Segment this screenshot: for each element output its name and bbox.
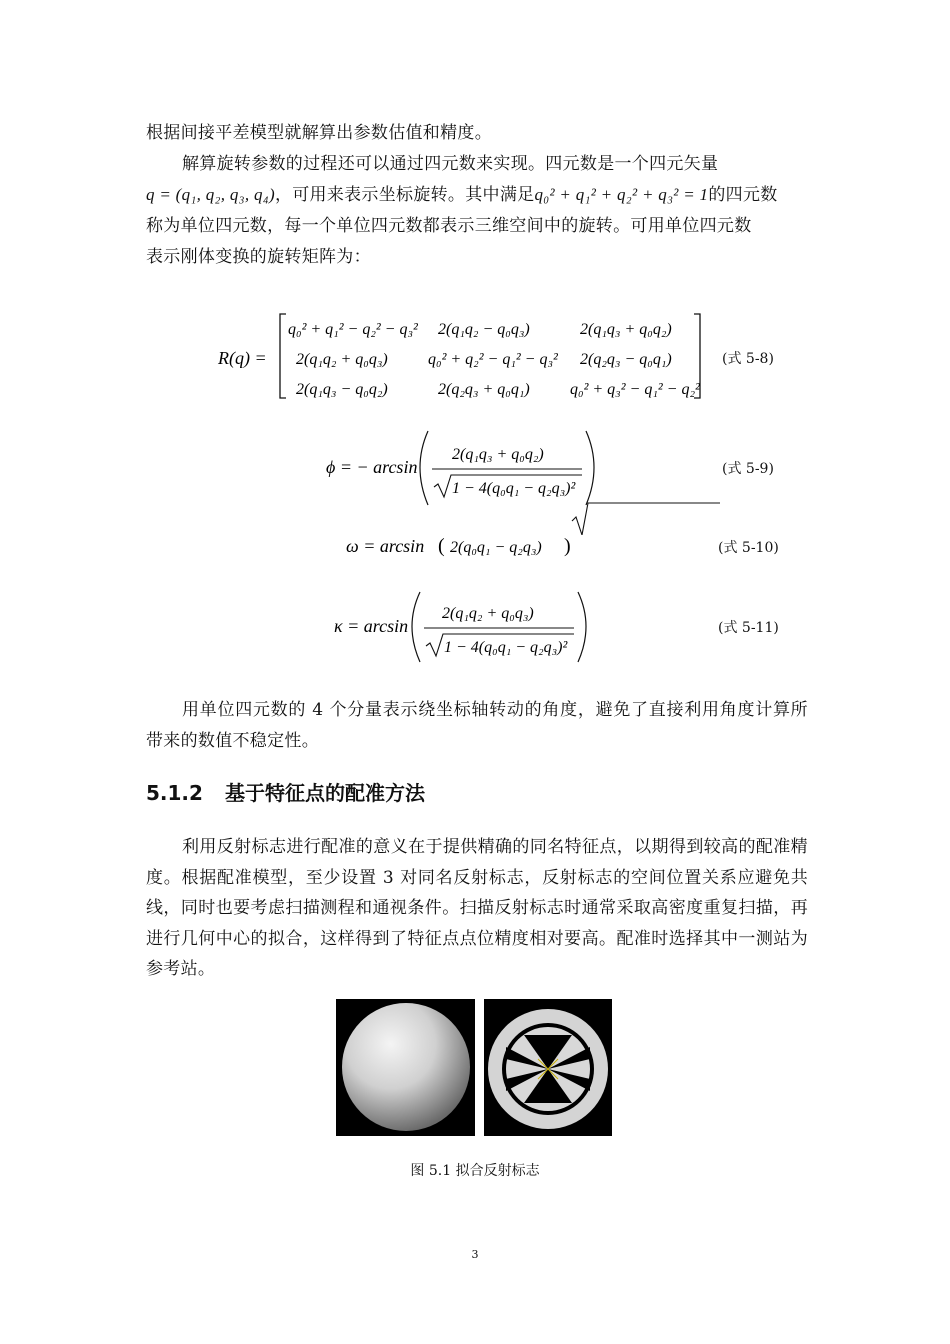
omega-left-paren: (: [438, 535, 445, 557]
matrix-cell-r1c2: 2(q₂q₃ − q₀q₁): [580, 351, 672, 368]
page-number: 3: [471, 1248, 479, 1261]
sphere-target-image: [336, 999, 475, 1136]
kappa-numerator: 2(q₁q₂ + q₀q₃): [442, 605, 534, 622]
matrix-lhs: R(q) =: [218, 348, 267, 368]
unit-norm-condition: q₀² + q₁² + q₂² + q₃² = 1: [534, 185, 709, 204]
equation-tag-5-10: (式 5-10): [718, 540, 779, 556]
paragraph-registration-text: 利用反射标志进行配准的意义在于提供精确的同名特征点，以期得到较高的配准精度。根据配准模型，至少设置 3 对同名反射标志，反射标志的空间位置关系应避免共线，同时也要考虑扫描测程和通视条件。扫描反射标志时通常采取高密度重复扫描，再进行几何中心的拟合，这样得到了特征点点位精度相对要高。配准时选择其中一测站为参考站。: [146, 837, 808, 979]
section-heading: [146, 777, 425, 806]
kappa-left-paren: [412, 592, 420, 662]
quaternion-vector-eq: q = (q₁, q₂, q₃, q₄): [146, 185, 275, 204]
quaternion-line-4-text: 表示刚体变换的旋转矩阵为：: [146, 247, 371, 267]
omega-equation: [342, 528, 602, 564]
kappa-lhs: κ = arcsin: [334, 616, 409, 636]
quaternion-line-4: [146, 242, 808, 273]
paragraph-quaternion: [146, 149, 808, 180]
matrix-cell-r0c0: q₀² + q₁² − q₂² − q₃²: [288, 321, 418, 338]
phi-equation: [320, 425, 730, 535]
paragraph-intro-text: 根据间接平差模型就解算出参数估值和精度。: [146, 123, 492, 143]
omega-lhs: ω = arcsin: [346, 536, 425, 556]
matrix-left-bracket: [280, 314, 286, 398]
equation-tag-5-9: (式 5-9): [722, 461, 774, 477]
omega-argument: 2(q₀q₁ − q₂q₃): [450, 539, 542, 556]
matrix-cell-r0c1: 2(q₁q₂ − q₀q₃): [438, 321, 530, 338]
quaternion-line-2: [146, 180, 808, 211]
quaternion-line-3-text: 称为单位四元数，每一个单位四元数都表示三维空间中的旋转。可用单位四元数: [146, 216, 752, 236]
quaternion-line-2-tail: 的四元数: [708, 185, 778, 205]
paragraph-stability-text: 用单位四元数的 4 个分量表示绕坐标轴转动的角度，避免了直接利用角度计算所带来的数值不稳定性。: [146, 700, 808, 751]
rotation-matrix-equation: [210, 306, 730, 406]
planar-target-image: [484, 999, 612, 1136]
matrix-cell-r1c1: q₀² + q₂² − q₁² − q₃²: [428, 351, 558, 368]
phi-lhs: ϕ = − arcsin: [326, 457, 418, 477]
matrix-cell-r2c2: q₀² + q₃² − q₁² − q₂²: [570, 381, 700, 398]
matrix-cell-r2c1: 2(q₂q₃ + q₀q₁): [438, 381, 530, 398]
equation-tag-5-11: (式 5-11): [718, 620, 779, 636]
kappa-equation: [330, 588, 610, 668]
omega-right-paren: ): [564, 535, 571, 557]
figure-caption: 图 5.1 拟合反射标志: [410, 1163, 540, 1179]
quaternion-line-2-text: ，可用来表示坐标旋转。其中满足: [274, 185, 535, 205]
paragraph-registration: [146, 832, 808, 985]
quaternion-line-3: [146, 211, 808, 242]
phi-left-paren: [420, 431, 428, 505]
paragraph-stability: [146, 695, 808, 756]
phi-right-paren: [586, 431, 594, 505]
matrix-cell-r0c2: 2(q₁q₃ + q₀q₂): [580, 321, 672, 338]
matrix-cell-r1c0: 2(q₁q₂ + q₀q₃): [296, 351, 388, 368]
phi-denominator: 1 − 4(q₀q₁ − q₂q₃)²: [452, 480, 576, 497]
quaternion-line-1: 解算旋转参数的过程还可以通过四元数来实现。四元数是一个四元矢量: [182, 154, 719, 174]
kappa-right-paren: [578, 592, 586, 662]
section-title: 基于特征点的配准方法: [224, 781, 425, 805]
kappa-denominator: 1 − 4(q₀q₁ − q₂q₃)²: [444, 639, 568, 656]
section-number: 5.1.2: [146, 781, 203, 805]
equation-tag-5-8: (式 5-8): [722, 351, 774, 367]
phi-numerator: 2(q₁q₃ + q₀q₂): [452, 446, 544, 463]
paragraph-intro: [146, 118, 808, 149]
matrix-cell-r2c0: 2(q₁q₃ − q₀q₂): [296, 381, 388, 398]
